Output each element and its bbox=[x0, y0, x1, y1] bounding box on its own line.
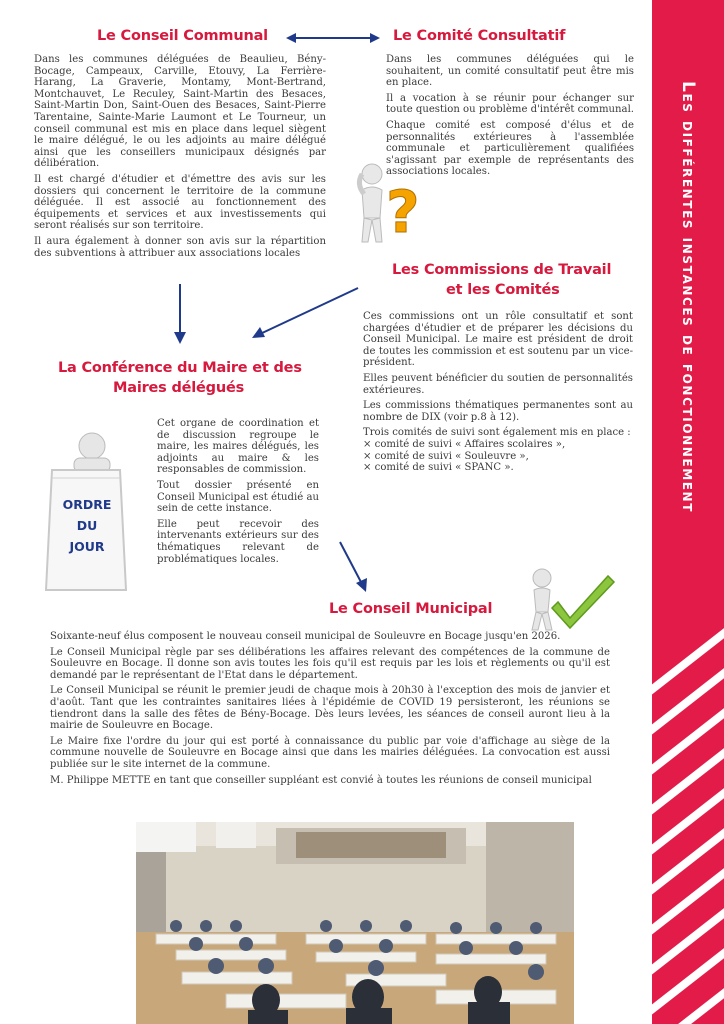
paragraph: M. Philippe METTE en tant que conseiller suppléant est convié à toutes les réunions de conseil municipal bbox=[50, 774, 592, 786]
band-stripe bbox=[652, 814, 724, 906]
question-figure-icon bbox=[352, 160, 424, 250]
paragraph: Le Conseil Municipal se réunit le premier jeudi de chaque mois à 20h30 à l'exception des mois de janvier et d'août. Tant que les contraintes sanitaires liées à l'épidémie de COVID 19 persisteront, les réunions se tiendront dans la salle des fêtes de Bény-Bocage. Dès leurs levées, les séances de conseil auront lieu à la mairie de Souleuvre en Bocage. bbox=[50, 685, 610, 732]
paragraph: Dans les communes déléguées de Beaulieu, Bény-Bocage, Campeaux, Carville, Etouvy, La Ferrière-Harang, La Graverie, Montamy, Mont-Bertrand, Montchauvet, Le Reculey, Saint-Martin des Besaces, Saint-Martin Don, Saint-Ouen des Besaces, Saint-Pierre Tarentaine, Sainte-Marie Laumont et Le Tourneur, un conseil communal est mis en place dans lequel siègent le maire délégué, le ou les adjoints au maire délégué ainsi que les conseillers municipaux désignés par délibération. bbox=[34, 54, 326, 170]
conseil-communal-text bbox=[34, 54, 326, 263]
comite-consultatif-title: Le Comité Consultatif bbox=[393, 28, 566, 44]
commissions-title-line1: Les Commissions de Travail bbox=[392, 262, 612, 278]
conference-title-line2: Maires délégués bbox=[113, 380, 245, 396]
down-arrow-icon bbox=[336, 540, 370, 594]
paragraph: Tout dossier présenté en Conseil Municipal est étudié au sein de cette instance. bbox=[157, 479, 319, 515]
comite-item: × comité de suivi « Souleuvre », bbox=[363, 450, 529, 462]
paragraph: Cet organe de coordination et de discussion regroupe le maire, les maires délégués, les adjoints au maire & les responsables de commission. bbox=[157, 418, 319, 476]
commissions-title-line2: et les Comités bbox=[446, 282, 560, 298]
ordre-du-jour-board bbox=[40, 430, 132, 600]
board-line: DU bbox=[76, 518, 98, 533]
paragraph: Dans les communes déléguées qui le souhaitent, un comité consultatif peut être mis en place. bbox=[386, 54, 634, 89]
band-stripe bbox=[652, 894, 724, 986]
board-line: JOUR bbox=[69, 539, 105, 554]
band-stripe bbox=[652, 854, 724, 946]
paragraph: Chaque comité est composé d'élus et de personnalités extérieures à l'assemblée communale et particulièrement qualifiées s'agissant par exemple de représentants des associations locales. bbox=[386, 119, 634, 178]
sidebar-title bbox=[664, 12, 712, 582]
checkmark-figure-icon bbox=[524, 566, 616, 636]
paragraph: Le Conseil Municipal règle par ses délibérations les affaires relevant des compétences de la commune de Souleuvre en Bocage. Il donne son avis toutes les fois qu'il est requis par les lois et règlements ou qu'il est demandé par le représentant de l'Etat dans le département. bbox=[50, 646, 610, 681]
diagonal-arrow-icon bbox=[250, 286, 360, 340]
council-meeting-photo bbox=[136, 822, 574, 1024]
conseil-municipal-text bbox=[50, 631, 610, 790]
paragraph: Ces commissions ont un rôle consultatif et sont chargées d'étudier et de préparer les décisions du Conseil Municipal. Le maire est président de droit de toutes les commission et est soutenu par un vice-président. bbox=[363, 311, 633, 369]
conference-title-line1: La Conférence du Maire et des bbox=[58, 360, 302, 376]
band-stripe bbox=[652, 934, 724, 1024]
band-stripe bbox=[652, 734, 724, 826]
down-arrow-icon bbox=[170, 284, 190, 344]
band-stripe bbox=[652, 694, 724, 786]
conference-text bbox=[157, 418, 319, 569]
paragraph: Elle peut recevoir des intervenants extérieurs sur des thématiques relevant de problématiques locales. bbox=[157, 518, 319, 565]
paragraph: Soixante-neuf élus composent le nouveau conseil municipal de Souleuvre en Bocage jusqu'en 2026. bbox=[50, 631, 561, 642]
band-stripe bbox=[652, 654, 724, 746]
paragraph: Les commissions thématiques permanentes sont au nombre de DIX (voir p.8 à 12). bbox=[363, 400, 633, 423]
conseil-municipal-title: Le Conseil Municipal bbox=[329, 601, 493, 617]
paragraph: Il aura également à donner son avis sur la répartition des subventions à attribuer aux associations locales bbox=[34, 235, 326, 259]
double-arrow-icon bbox=[286, 30, 380, 46]
sidebar-title-text: Les différentes instances de fonctionnement bbox=[678, 81, 698, 513]
comite-item: × comité de suivi « SPANC ». bbox=[363, 462, 514, 474]
board-line: ORDRE bbox=[62, 497, 112, 512]
paragraph: Il a vocation à se réunir pour échanger sur toute question ou problème d'intérêt communal. bbox=[386, 92, 635, 116]
svg-text:?: ? bbox=[386, 178, 420, 246]
paragraph: Elles peuvent bénéficier du soutien de personnalités extérieures. bbox=[363, 372, 633, 396]
paragraph: Il est chargé d'étudier et d'émettre des avis sur les dossiers qui concernent le territoire de la commune déléguée. Il est associé au fonctionnement des équipements et services et aux investissements qui seront réalisés sur son territoire. bbox=[34, 173, 326, 232]
band-stripe bbox=[652, 614, 724, 706]
commissions-text bbox=[363, 311, 633, 474]
comite-item: × comité de suivi « Affaires scolaires », bbox=[363, 438, 566, 450]
conseil-communal-title: Le Conseil Communal bbox=[97, 28, 268, 44]
band-stripe bbox=[652, 774, 724, 866]
paragraph: Trois comités de suivi sont également mis en place : bbox=[363, 427, 631, 439]
paragraph: Le Maire fixe l'ordre du jour qui est porté à connaissance du public par voie d'affichage au siège de la commune nouvelle de Souleuvre en Bocage ainsi que dans les mairies déléguées. La convocation est aussi publiée sur le site internet de la commune. bbox=[50, 735, 610, 770]
